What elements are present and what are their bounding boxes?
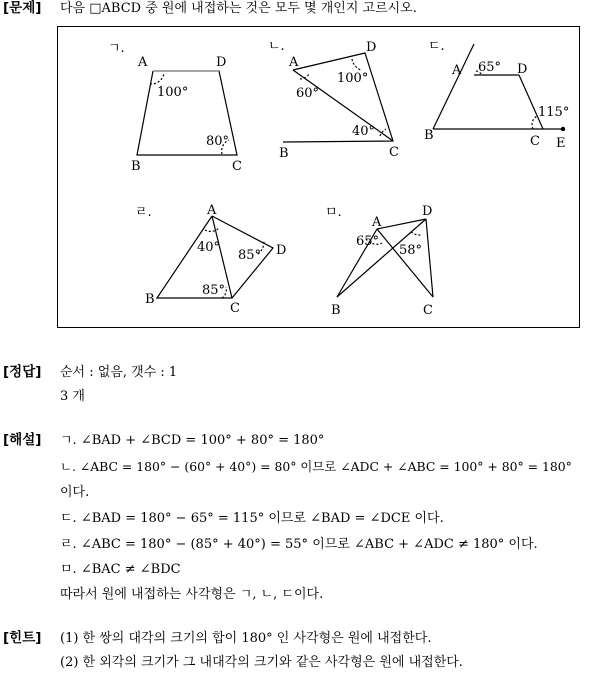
figure-3-vertex-a: A: [452, 63, 462, 78]
figure-1-label: ㄱ.: [108, 41, 125, 56]
figure-4-angle-a: 40°: [197, 240, 221, 255]
hint-line-1: (1) 한 쌍의 대각의 크기의 합이 180° 인 사각형은 원에 내접한다.: [60, 631, 432, 646]
figure-5-quadrilateral: [337, 219, 433, 297]
figure-2-label: ㄴ.: [268, 39, 285, 54]
figure-2-vertex-a: A: [289, 55, 299, 70]
figure-5-vertex-a: A: [372, 215, 382, 230]
figure-5-label: ㅁ.: [325, 205, 342, 220]
question-tag: [문제]: [3, 0, 42, 16]
figure-1-vertex-d: D: [216, 55, 227, 70]
explanation-line-1: ㄱ. ∠BAD + ∠BCD = 100° + 80° = 180°: [60, 433, 325, 448]
question-text: 다음 □ABCD 중 원에 내접하는 것은 모두 몇 개인지 고르시오.: [60, 1, 417, 16]
figure-2-angle-a: 60°: [296, 86, 320, 101]
figure-5-angle-a: 65°: [356, 234, 380, 249]
figure-1-vertex-b: B: [131, 159, 141, 174]
explanation-tag: [해설]: [3, 432, 42, 448]
explanation-line-5: ㄹ. ∠ABC = 180° − (85° + 40°) = 55° 이므로 ∠ABC + ∠ADC ≠ 180° 이다.: [60, 537, 538, 552]
figure-2-angle-c: 40°: [352, 124, 376, 139]
answer-tag: [정답]: [3, 364, 42, 380]
figure-4-vertex-b: B: [145, 292, 155, 307]
figure-4-vertex-a: A: [207, 203, 217, 218]
figure-1-vertex-a: A: [138, 55, 148, 70]
figure-3-vertex-e: E: [556, 136, 566, 151]
figure-4-label: ㄹ.: [135, 205, 152, 220]
explanation-line-2: ㄴ. ∠ABC = 180° − (60° + 40°) = 80° 이므로 ∠ADC + ∠ABC = 100° + 80° = 180°: [60, 459, 572, 474]
answer-line-2: 3 개: [60, 389, 85, 404]
figure-4-vertex-d: D: [276, 243, 287, 258]
figure-2-vertex-d: D: [366, 40, 377, 55]
figure-5-vertex-b: B: [331, 303, 341, 318]
figure-2-vertex-b: B: [279, 146, 289, 161]
figure-3-vertex-b: B: [424, 128, 434, 143]
figure-3-angle-a: 65°: [478, 60, 502, 75]
figure-3-vertex-c: C: [530, 134, 540, 149]
figure-2-angle-d: 100°: [337, 71, 369, 86]
figure-5-vertex-d: D: [422, 204, 433, 219]
figure-3-angle-e: 115°: [538, 105, 570, 120]
figure-3-point-e-dot: [561, 127, 565, 131]
figure-1-angle-a: 100°: [157, 85, 189, 100]
figure-5-vertex-c: C: [423, 303, 433, 318]
explanation-line-7: 따라서 원에 내접하는 사각형은 ㄱ, ㄴ, ㄷ이다.: [60, 587, 324, 602]
figure-1-vertex-c: C: [232, 159, 242, 174]
hint-line-2: (2) 한 외각의 크기가 그 내대각의 크기와 같은 사각형은 원에 내접한다.: [60, 655, 463, 670]
figure-4-vertex-c: C: [230, 301, 240, 316]
hint-tag: [힌트]: [3, 630, 42, 646]
explanation-line-4: ㄷ. ∠BAD = 180° − 65° = 115° 이므로 ∠BAD = ∠DCE 이다.: [60, 511, 444, 526]
explanation-line-6: ㅁ. ∠BAC ≠ ∠BDC: [60, 562, 181, 577]
figure-3-label: ㄷ.: [428, 39, 445, 54]
figure-4-angle-c: 85°: [202, 283, 226, 298]
figure-1-angle-c: 80°: [206, 134, 230, 149]
figure-3-vertex-d: D: [517, 62, 528, 77]
figure-4-angle-d: 85°: [238, 248, 262, 263]
answer-line-1: 순서 : 없음, 갯수 : 1: [60, 365, 178, 380]
figure-5-angle-d: 58°: [399, 243, 423, 258]
figure-2-vertex-c: C: [389, 145, 399, 160]
explanation-line-3: 이다.: [60, 485, 90, 500]
